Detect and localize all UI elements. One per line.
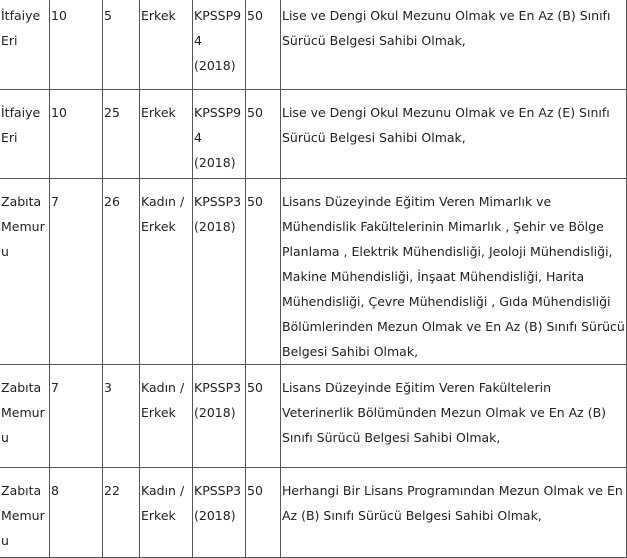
exam-year: (2018)	[194, 405, 236, 420]
quota-cell	[50, 0, 103, 90]
position-title: Zabıta Memuru	[1, 483, 45, 548]
description-text: Herhangi Bir Lisans Programından Mezun Olmak ve En Az (B) Sınıfı Sürücü Belgesi Sahibi Olmak,	[282, 483, 623, 523]
exam-year: (2018)	[194, 219, 236, 234]
number-value: 5	[104, 8, 112, 23]
score-cell	[246, 468, 281, 558]
number-cell	[103, 365, 140, 468]
score-value: 50	[247, 483, 263, 498]
description-text: Lise ve Dengi Okul Mezunu Olmak ve En Az (E) Sınıfı Sürücü Belgesi Sahibi Olmak,	[282, 105, 610, 145]
gender-cell	[140, 365, 193, 468]
exam-type: KPSSP3	[194, 194, 242, 209]
exam-year: (2018)	[194, 58, 236, 73]
description-cell	[281, 468, 627, 558]
score-value: 50	[247, 194, 263, 209]
position-title-cell	[0, 179, 50, 365]
table-row	[0, 90, 627, 179]
description-text: Lisans Düzeyinde Eğitim Veren Mimarlık ve Mühendislik Fakültelerinin Mimarlık , Şehir ve Bölge Planlama , Elektrik Mühendisliği, Jeoloji Mühendisliği, Makine Mühendisliği, İnşaat Mühendisliği, Harita Mühendisliği, Çevre Mühendisliği , Gıda Mühendisliği Bölümlerinden Mezun Olmak ve En Az (B) Sınıfı Sürücü Belgesi Sahibi Olmak,	[282, 194, 625, 359]
quota-cell	[50, 179, 103, 365]
exam-type: KPSSP3	[194, 483, 242, 498]
position-title-cell	[0, 365, 50, 468]
number-cell	[103, 90, 140, 179]
exam-cell	[193, 90, 246, 179]
score-value: 50	[247, 105, 263, 120]
position-title: İtfaiye Eri	[1, 105, 41, 145]
description-cell	[281, 365, 627, 468]
exam-cell	[193, 179, 246, 365]
number-value: 26	[104, 194, 120, 209]
number-cell	[103, 468, 140, 558]
gender-value: Kadın / Erkek	[141, 380, 185, 420]
exam-type: KPSSP94	[194, 105, 242, 145]
quota-value: 7	[51, 380, 59, 395]
score-cell	[246, 179, 281, 365]
position-title-cell	[0, 90, 50, 179]
table-row	[0, 0, 627, 90]
gender-value: Kadın / Erkek	[141, 194, 185, 234]
position-title: Zabıta Memuru	[1, 380, 45, 445]
number-value: 25	[104, 105, 120, 120]
position-title-cell	[0, 0, 50, 90]
description-cell	[281, 179, 627, 365]
gender-cell	[140, 90, 193, 179]
table-row	[0, 365, 627, 468]
quota-value: 8	[51, 483, 59, 498]
score-value: 50	[247, 8, 263, 23]
gender-value: Erkek	[141, 8, 176, 23]
exam-cell	[193, 468, 246, 558]
gender-cell	[140, 0, 193, 90]
quota-value: 7	[51, 194, 59, 209]
score-value: 50	[247, 380, 263, 395]
gender-value: Erkek	[141, 105, 176, 120]
quota-value: 10	[51, 105, 67, 120]
description-text: Lisans Düzeyinde Eğitim Veren Fakültelerin Veterinerlik Bölümünden Mezun Olmak ve En Az (B) Sınıfı Sürücü Belgesi Sahibi Olmak,	[282, 380, 607, 445]
exam-type: KPSSP94	[194, 8, 242, 48]
table-row	[0, 179, 627, 365]
position-title-cell	[0, 468, 50, 558]
number-value: 3	[104, 380, 112, 395]
gender-value: Kadın / Erkek	[141, 483, 185, 523]
quota-cell	[50, 90, 103, 179]
number-cell	[103, 179, 140, 365]
exam-year: (2018)	[194, 155, 236, 170]
exam-year: (2018)	[194, 508, 236, 523]
quota-value: 10	[51, 8, 67, 23]
exam-cell	[193, 365, 246, 468]
quota-cell	[50, 365, 103, 468]
table-row	[0, 468, 627, 558]
gender-cell	[140, 179, 193, 365]
score-cell	[246, 90, 281, 179]
exam-type: KPSSP3	[194, 380, 242, 395]
quota-cell	[50, 468, 103, 558]
score-cell	[246, 365, 281, 468]
gender-cell	[140, 468, 193, 558]
number-value: 22	[104, 483, 120, 498]
description-text: Lise ve Dengi Okul Mezunu Olmak ve En Az (B) Sınıfı Sürücü Belgesi Sahibi Olmak,	[282, 8, 611, 48]
description-cell	[281, 0, 627, 90]
number-cell	[103, 0, 140, 90]
description-cell	[281, 90, 627, 179]
score-cell	[246, 0, 281, 90]
position-title: İtfaiye Eri	[1, 8, 41, 48]
position-title: Zabıta Memuru	[1, 194, 45, 259]
exam-cell	[193, 0, 246, 90]
